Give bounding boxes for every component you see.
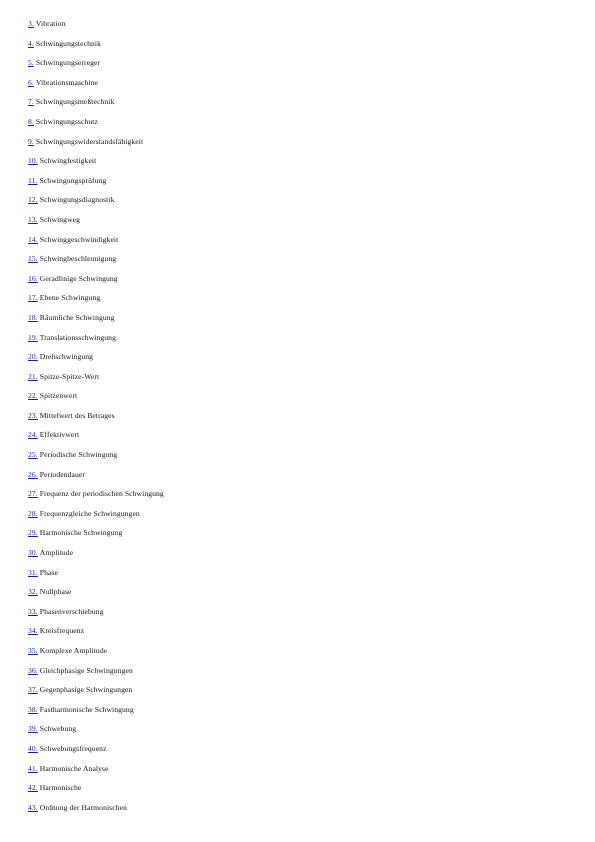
toc-entry-number-link[interactable]: 3. — [28, 19, 34, 28]
toc-entry-title: Nullphase — [39, 587, 72, 597]
toc-entry-number-link[interactable]: 12. — [28, 195, 38, 205]
toc-entry-number-link[interactable]: 40. — [28, 743, 38, 753]
toc-entry-title: Schwingungstechnik — [35, 38, 101, 48]
toc-entry-number-link[interactable]: 5. — [28, 58, 34, 68]
toc-entry-title: Phase — [39, 567, 59, 577]
toc-entry-title: Schwingbeschleunigung — [39, 254, 117, 264]
toc-entry-number-link[interactable]: 9. — [28, 136, 34, 146]
toc-entry-number-link[interactable]: 39. — [28, 724, 38, 734]
toc-entry — [28, 704, 164, 724]
toc-entry — [28, 155, 164, 175]
toc-entry-number-link[interactable]: 25. — [28, 450, 38, 460]
toc-entry-number-link[interactable]: 35. — [28, 646, 38, 655]
toc-entry — [28, 234, 164, 254]
toc-entry — [28, 371, 164, 391]
toc-entry — [28, 38, 164, 58]
toc-entry — [28, 527, 164, 547]
toc-entry — [28, 723, 164, 743]
toc-entry-title: Schwinggeschwindigkeit — [39, 234, 119, 244]
toc-entry — [28, 469, 164, 489]
toc-entry — [28, 332, 164, 352]
toc-entry — [28, 488, 164, 508]
toc-entry-title: Effektivwert — [39, 430, 80, 440]
toc-entry — [28, 508, 164, 528]
toc-entry-number-link[interactable]: 23. — [28, 410, 38, 420]
toc-entry-title: Harmonische Schwingung — [39, 528, 123, 538]
toc-entry-title: Spitze-Spitze-Wert — [39, 371, 100, 381]
toc-entry-title: Translationsschwingung — [39, 332, 116, 342]
toc-entry-title: Phasenverschiebung — [39, 606, 104, 616]
toc-entry-title: Harmonische — [39, 783, 82, 793]
toc-entry-title: Gegenphasige Schwingungen — [39, 685, 133, 695]
toc-entry — [28, 449, 164, 469]
toc-entry — [28, 175, 164, 195]
toc-entry-title: Periodische Schwingung — [39, 450, 118, 460]
toc-entry-title: Schwingungsprüfung — [39, 175, 107, 185]
toc-entry-title: Schwingungswiderstandsfähigkeit — [35, 136, 144, 146]
toc-entry — [28, 57, 164, 77]
toc-entry-number-link[interactable]: 33. — [28, 606, 38, 616]
toc-entry — [28, 567, 164, 587]
toc-entry-title: Kreisfrequenz — [39, 626, 85, 636]
toc-entry — [28, 253, 164, 273]
toc-entry — [28, 547, 164, 567]
toc-entry-number-link[interactable]: 22. — [28, 391, 38, 401]
toc-entry-title: Fastharmonische Schwingung — [39, 704, 134, 714]
toc-entry-title: Schwingungsschutz — [35, 116, 98, 126]
toc-entry — [28, 645, 164, 665]
toc-entry — [28, 429, 164, 449]
toc-entry-title: Komplexe Amplitude — [39, 646, 108, 655]
toc-entry-number-link[interactable]: 28. — [28, 508, 38, 518]
toc-entry-title: Ordnung der Harmonischen — [39, 802, 127, 812]
toc-entry-number-link[interactable]: 4. — [28, 38, 34, 48]
toc-entry-number-link[interactable]: 10. — [28, 156, 38, 166]
toc-entry-number-link[interactable]: 37. — [28, 685, 38, 695]
toc-entry — [28, 136, 164, 156]
toc-entry-title: Ebene Schwingung — [39, 293, 101, 303]
toc-entry-title: Spitzenwert — [39, 391, 78, 401]
toc-entry — [28, 802, 164, 822]
toc-entry — [28, 410, 164, 430]
toc-entry-number-link[interactable]: 18. — [28, 312, 38, 322]
toc-entry — [28, 763, 164, 783]
toc-entry-number-link[interactable]: 13. — [28, 214, 38, 224]
toc-entry — [28, 743, 164, 763]
toc-entry — [28, 214, 164, 234]
toc-entry-number-link[interactable]: 31. — [28, 567, 38, 577]
toc-entry-number-link[interactable]: 6. — [28, 77, 34, 87]
toc-entry-number-link[interactable]: 11. — [28, 175, 38, 185]
toc-entry-title: Schwingungsmeßtechnik — [35, 97, 115, 107]
toc-entry — [28, 194, 164, 214]
toc-entry-number-link[interactable]: 41. — [28, 763, 38, 773]
toc-entry-number-link[interactable]: 20. — [28, 352, 38, 362]
toc-entry — [28, 390, 164, 410]
toc-entry — [28, 665, 164, 685]
toc-entry — [28, 606, 164, 626]
toc-entry-number-link[interactable]: 26. — [28, 469, 38, 479]
toc-entry — [28, 77, 164, 97]
toc-entry-number-link[interactable]: 16. — [28, 273, 38, 283]
toc-entry — [28, 782, 164, 802]
toc-entry-title: Amplitude — [39, 548, 74, 558]
toc-entry — [28, 684, 164, 704]
toc-entry-number-link[interactable]: 30. — [28, 548, 38, 558]
toc-entry-number-link[interactable]: 36. — [28, 665, 38, 675]
toc-entry-number-link[interactable]: 19. — [28, 332, 38, 342]
toc-entry-number-link[interactable]: 43. — [28, 802, 38, 812]
toc-entry-title: Schwingungsdiagnostik — [39, 195, 115, 205]
toc-entry-number-link[interactable]: 32. — [28, 587, 38, 597]
toc-entry-number-link[interactable]: 14. — [28, 234, 38, 244]
toc-entry-title: Harmonische Analyse — [39, 763, 109, 773]
toc-entry-title: Frequenz der periodischen Schwingung — [39, 489, 164, 499]
toc-entry-number-link[interactable]: 29. — [28, 528, 38, 538]
toc-entry-title: Gleichphasige Schwingungen — [39, 665, 133, 675]
toc-entry-title: Räumliche Schwingung — [39, 312, 115, 322]
toc-entry-title: Schwingungserreger — [35, 58, 101, 68]
toc-entry-title: Frequenzgleiche Schwingungen — [39, 508, 140, 518]
toc-entry — [28, 351, 164, 371]
toc-entry — [28, 96, 164, 116]
toc-entry-title: Vibration — [35, 19, 66, 28]
toc-entry-number-link[interactable]: 38. — [28, 704, 38, 714]
toc-entry — [28, 586, 164, 606]
toc-entry-title: Schwebung — [39, 724, 77, 734]
toc-entry — [28, 18, 164, 38]
toc-entry-title: Geradlinige Schwingung — [39, 273, 118, 283]
toc-entry-title: Periodendauer — [39, 469, 85, 479]
toc-entry — [28, 625, 164, 645]
toc-entry-title: Drehschwingung — [39, 352, 94, 362]
toc-entry-title: Schwingweg — [39, 214, 81, 224]
toc-entry-number-link[interactable]: 15. — [28, 254, 38, 264]
toc-entry-number-link[interactable]: 42. — [28, 783, 38, 793]
toc-entry-title: Schwingfestigkeit — [39, 156, 97, 166]
toc-entry-title: Vibrationsmaschine — [35, 77, 98, 87]
table-of-contents — [28, 18, 164, 821]
toc-entry-number-link[interactable]: 8. — [28, 116, 34, 126]
toc-entry-number-link[interactable]: 21. — [28, 371, 38, 381]
toc-entry-number-link[interactable]: 34. — [28, 626, 38, 636]
toc-entry — [28, 292, 164, 312]
toc-entry — [28, 273, 164, 293]
toc-entry-number-link[interactable]: 17. — [28, 293, 38, 303]
toc-entry — [28, 312, 164, 332]
toc-entry-number-link[interactable]: 7. — [28, 97, 34, 107]
toc-entry-number-link[interactable]: 27. — [28, 489, 38, 499]
toc-entry-title: Mittelwert des Betrages — [39, 410, 115, 420]
toc-entry-title: Schwebungsfrequenz — [39, 743, 107, 753]
toc-entry — [28, 116, 164, 136]
toc-entry-number-link[interactable]: 24. — [28, 430, 38, 440]
